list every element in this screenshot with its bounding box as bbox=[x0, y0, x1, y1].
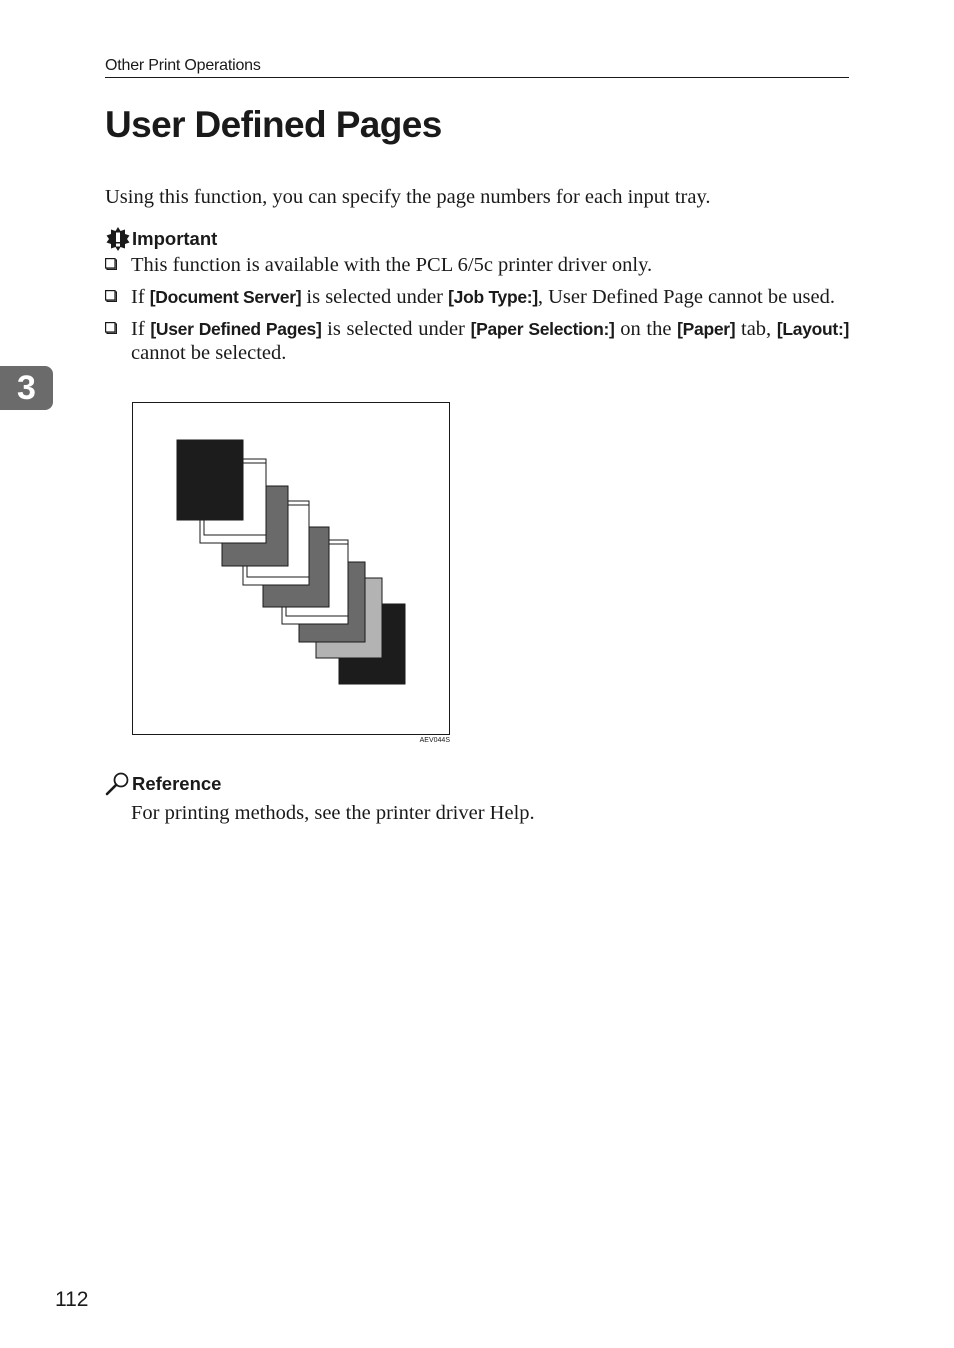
checkbox-bullet-icon bbox=[105, 258, 117, 270]
ui-label-paper-tab: [Paper] bbox=[677, 319, 736, 339]
running-header: Other Print Operations bbox=[105, 57, 849, 78]
stacked-pages-illustration bbox=[133, 403, 449, 734]
important-heading bbox=[105, 226, 217, 252]
important-label: Important bbox=[132, 228, 218, 249]
item-text: tab, bbox=[735, 318, 777, 340]
item-text: on the bbox=[614, 318, 678, 340]
page-title: User Defined Pages bbox=[105, 104, 442, 145]
item-text: If bbox=[131, 318, 151, 340]
important-item bbox=[105, 285, 849, 309]
important-list bbox=[105, 253, 849, 373]
item-text: cannot be selected. bbox=[131, 342, 287, 364]
stacked-pages-figure bbox=[132, 402, 450, 735]
item-text: is selected under bbox=[301, 286, 449, 308]
reference-text: For printing methods, see the printer driver Help. bbox=[131, 802, 535, 824]
important-icon bbox=[105, 226, 131, 252]
checkbox-bullet-icon bbox=[105, 290, 117, 302]
item-text: , User Defined Page cannot be used. bbox=[537, 286, 835, 308]
item-text: This function is available with the PCL 6/5c printer driver only. bbox=[131, 254, 653, 276]
figure-code: AEV044S bbox=[419, 737, 450, 744]
ui-label-document-server: [Document Server] bbox=[149, 287, 302, 307]
intro-paragraph: Using this function, you can specify the page numbers for each input tray. bbox=[105, 186, 711, 208]
important-item bbox=[105, 253, 849, 277]
reference-label: Reference bbox=[132, 773, 222, 794]
checkbox-bullet-icon bbox=[105, 322, 117, 334]
reference-heading bbox=[105, 771, 221, 797]
ui-label-job-type: [Job Type:] bbox=[448, 287, 538, 307]
item-text: is selected under bbox=[321, 318, 471, 340]
important-item bbox=[105, 317, 849, 365]
chapter-tab: 3 bbox=[0, 366, 53, 410]
ui-label-paper-selection: [Paper Selection:] bbox=[470, 319, 615, 339]
paper-sheet bbox=[177, 440, 243, 520]
page-number: 112 bbox=[55, 1288, 89, 1311]
ui-label-user-defined-pages: [User Defined Pages] bbox=[150, 319, 322, 339]
item-text: If bbox=[131, 286, 150, 308]
ui-label-layout: [Layout:] bbox=[776, 319, 850, 339]
magnifier-icon bbox=[105, 771, 131, 797]
